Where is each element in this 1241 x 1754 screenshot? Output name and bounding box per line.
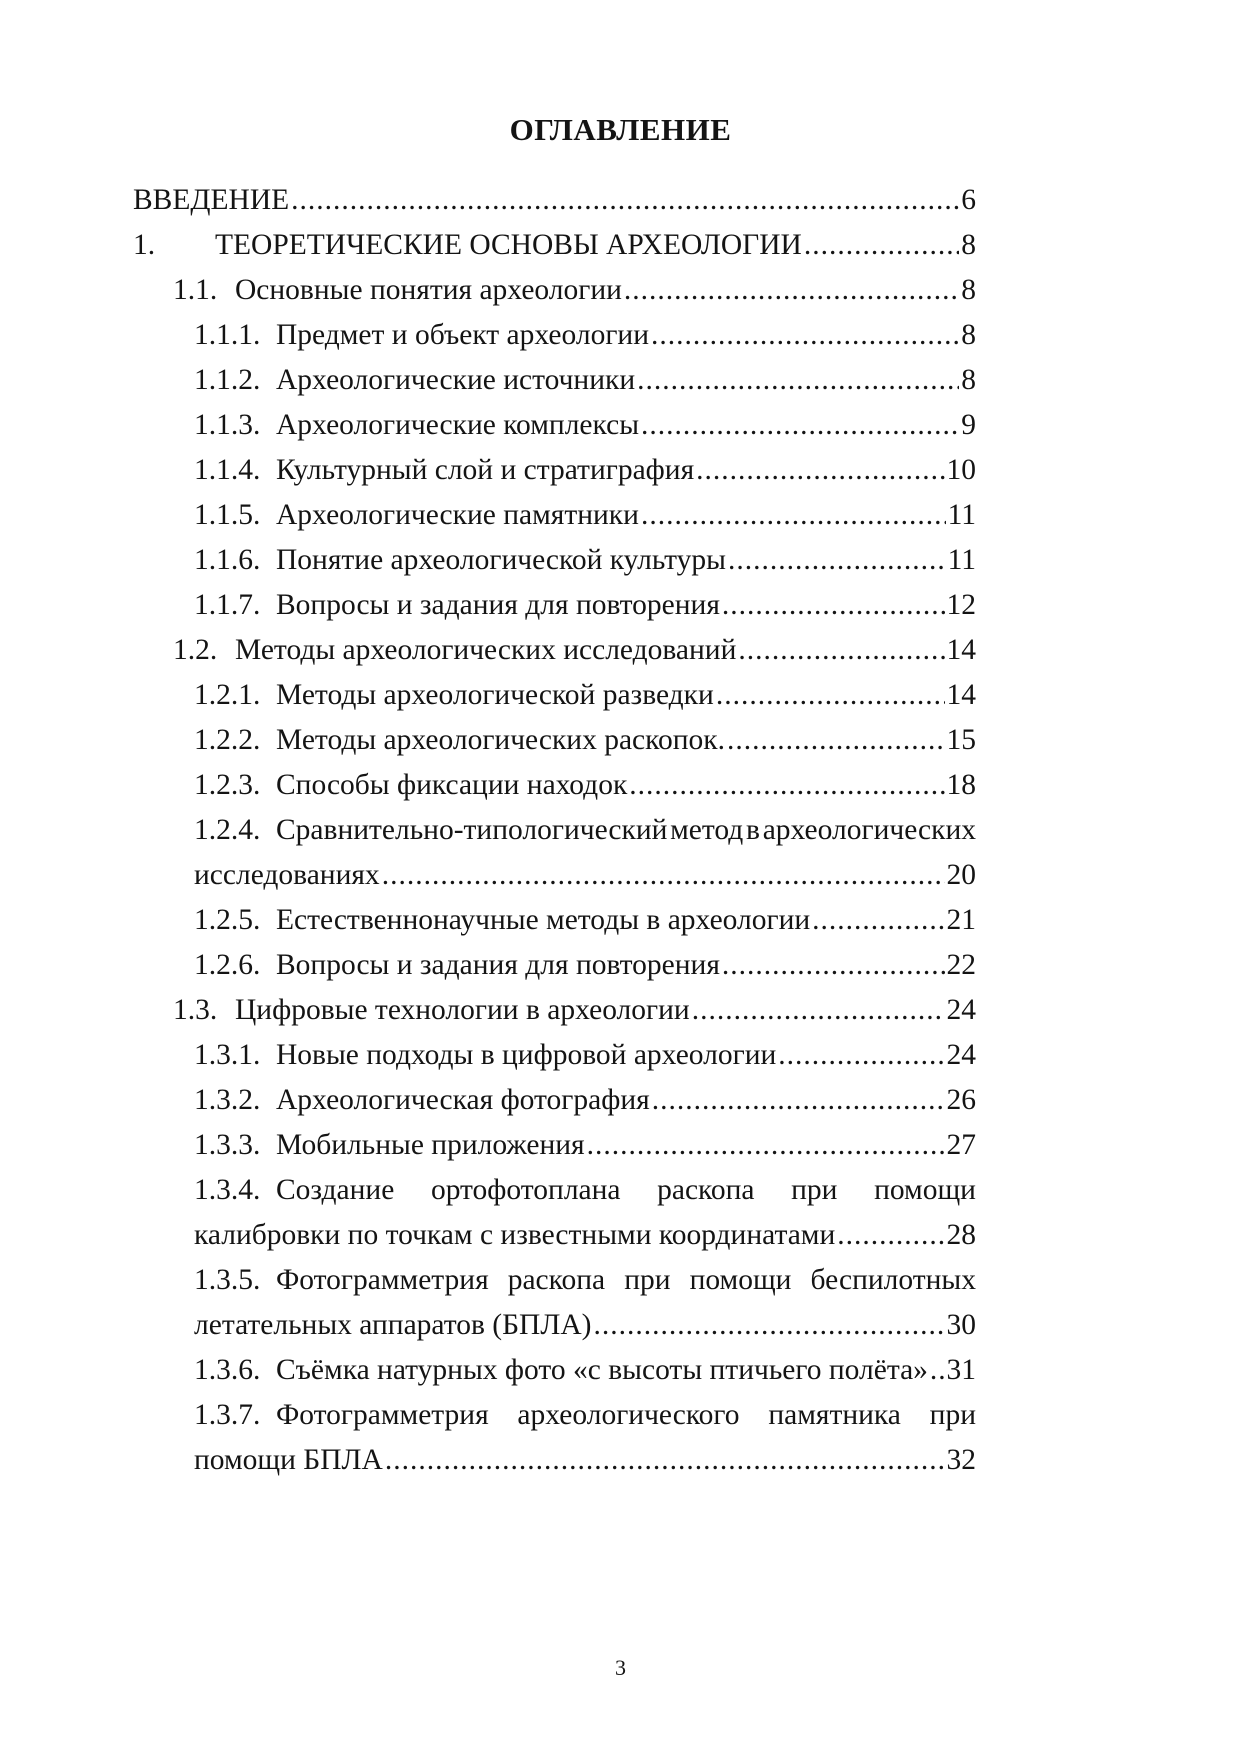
toc-entry-page: 8 [961,364,976,396]
toc-entry-1-2-6[interactable] [194,940,976,990]
toc-entry-number: 1.2.3. [194,769,261,801]
toc-entry-number: 1.2.6. [194,949,261,981]
toc-entry-number: 1.3.6. [194,1354,261,1386]
toc-entry-introduction[interactable] [133,175,976,225]
toc-entry-1-3-2[interactable] [194,1075,976,1125]
toc-entry-1-1-7[interactable] [194,580,976,630]
toc-entry-1-3-4[interactable] [194,1165,976,1215]
leader-dots [641,490,946,540]
leader-dots [587,1120,945,1170]
toc-entry-page: 9 [961,409,976,441]
toc-entry-1-1-2[interactable] [194,355,976,405]
toc-heading: ОГЛАВЛЕНИЕ [509,112,732,147]
toc-entry-page: 11 [947,544,976,576]
leader-dots [382,850,945,900]
toc-entry-1-2-1[interactable] [194,670,976,720]
toc-entry-page: 18 [946,769,976,801]
toc-entry-1-1-1[interactable] [194,310,976,360]
toc-entry-title: Способы фиксации находок [276,769,628,801]
toc-entry-number: 1.3. [173,994,218,1026]
toc-entry-title: Предмет и объект археологии [276,319,649,351]
leader-dots [778,1030,944,1080]
toc-entry-number: 1.1.3. [194,409,261,441]
toc-entry-page: 14 [946,634,976,666]
toc-entry-number: 1.3.3. [194,1129,261,1161]
toc-entry-1-3[interactable] [173,985,976,1035]
toc-entry-title: Методы археологических исследований [235,634,737,666]
toc-entry-title: Понятие археологической культуры [276,544,726,576]
toc-entry-number: 1.2.4. [194,814,261,846]
leader-dots [728,535,946,585]
toc-entry-1-1-6[interactable] [194,535,976,585]
toc-entry-page: 8 [961,319,976,351]
toc-entry-title: ВВЕДЕНИЕ [133,184,290,216]
toc-entry-1-3-7-continuation[interactable] [194,1435,976,1485]
toc-entry-1-2-2[interactable] [194,715,976,765]
toc-entry-title: Вопросы и задания для повторения [276,949,720,981]
toc-entry-page: 32 [946,1444,976,1476]
leader-dots [629,760,944,810]
toc-entry-number: 1.3.7. [194,1399,261,1431]
toc-entry-page: 14 [946,679,976,711]
page-number: 3 [615,1655,626,1680]
toc-entry-title: Археологическая фотография [276,1084,650,1116]
toc-entry-title: Новые подходы в цифровой археологии [276,1039,777,1071]
toc-entry-1-1-4[interactable] [194,445,976,495]
toc-entry-page: 28 [946,1219,976,1251]
leader-dots [722,580,945,630]
toc-entry-title: Естественнонаучные методы в археологии [276,904,811,936]
toc-entry-title: Археологические комплексы [276,409,640,441]
leader-dots [812,895,944,945]
toc-entry-1-3-3[interactable] [194,1120,976,1170]
toc-entry-number: 1.1.4. [194,454,261,486]
leader-dots [727,715,945,765]
toc-entry-1-3-6[interactable] [194,1345,976,1395]
toc-entry-title-line1: Сравнительно-типологический метод в археологических [276,814,976,846]
toc-entry-page: 24 [946,1039,976,1071]
toc-entry-number: 1.2.5. [194,904,261,936]
leader-dots [624,265,959,315]
toc-entry-page: 21 [946,904,976,936]
leader-dots [930,1345,945,1395]
toc-entry-page: 6 [961,184,976,216]
toc-entry-page: 26 [946,1084,976,1116]
toc-entry-title-line1: Фотограмметрия археологического памятника при [276,1399,976,1431]
toc-entry-title: Археологические памятники [276,499,639,531]
leader-dots [738,625,944,675]
toc-entry-1-3-1[interactable] [194,1030,976,1080]
toc-entry-1-1-3[interactable] [194,400,976,450]
toc-entry-page: 30 [946,1309,976,1341]
leader-dots [716,670,945,720]
toc-entry-title: Вопросы и задания для повторения [276,589,720,621]
toc-entry-page: 27 [946,1129,976,1161]
toc-entry-page: 11 [947,499,976,531]
toc-entry-number: 1.2.2. [194,724,261,756]
leader-dots [696,445,944,495]
toc-entry-page: 20 [946,859,976,891]
toc-entry-title: ТЕОРЕТИЧЕСКИЕ ОСНОВЫ АРХЕОЛОГИИ [215,229,802,261]
leader-dots [637,355,959,405]
toc-entry-number: 1.2.1. [194,679,261,711]
toc-entry-1-3-4-continuation[interactable] [194,1210,976,1260]
toc-entry-1-2-4-continuation[interactable] [194,850,976,900]
toc-entry-page: 8 [961,274,976,306]
toc-entry-1-2-3[interactable] [194,760,976,810]
toc-entry-chapter-1[interactable] [133,220,976,270]
toc-entry-1-3-5[interactable] [194,1255,976,1305]
toc-entry-1-1[interactable] [173,265,976,315]
toc-entry-title: Методы археологической разведки [276,679,714,711]
toc-entry-title: Методы археологических раскопок. [276,724,725,756]
toc-entry-page: 12 [946,589,976,621]
toc-entry-1-2[interactable] [173,625,976,675]
toc-entry-title-line1: Создание ортофотоплана раскопа при помощи [276,1174,976,1206]
toc-entry-number: 1.3.4. [194,1174,261,1206]
leader-dots [652,1075,945,1125]
toc-entry-title: Основные понятия археологии [235,274,622,306]
toc-entry-page: 8 [961,229,976,261]
toc-entry-1-3-7[interactable] [194,1390,976,1440]
toc-entry-number: 1.3.1. [194,1039,261,1071]
toc-entry-page: 22 [946,949,976,981]
toc-entry-number: 1.2. [173,634,218,666]
toc-entry-number: 1.1.2. [194,364,261,396]
toc-entry-number: 1.1.7. [194,589,261,621]
leader-dots [641,400,959,450]
leader-dots [291,175,959,225]
leader-dots [804,220,959,270]
toc-entry-number: 1.1. [173,274,218,306]
toc-entry-title: Археологические источники [276,364,636,396]
toc-entry-title: Мобильные приложения [276,1129,585,1161]
toc-entry-number: 1.1.5. [194,499,261,531]
toc-entry-title-line2: исследованиях [194,859,380,891]
leader-dots [692,985,945,1035]
toc-entry-title-line1: Фотограмметрия раскопа при помощи беспилотных [276,1264,976,1296]
toc-entry-title: Съёмка натурных фото «с высоты птичьего полёта» [276,1354,928,1386]
leader-dots [594,1300,945,1350]
toc-entry-page: 31 [946,1354,976,1386]
toc-entry-1-2-4[interactable] [194,805,976,855]
toc-entry-title-line2: калибровки по точкам с известными координатами [194,1219,836,1251]
toc-entry-number: 1. [133,229,156,261]
toc-entry-number: 1.3.5. [194,1264,261,1296]
toc-entry-1-3-5-continuation[interactable] [194,1300,976,1350]
toc-entry-1-1-5[interactable] [194,490,976,540]
leader-dots [837,1210,944,1260]
toc-entry-page: 15 [946,724,976,756]
toc-entry-number: 1.1.1. [194,319,261,351]
toc-entry-page: 24 [946,994,976,1026]
toc-entry-title-line2: помощи БПЛА [194,1444,383,1476]
toc-entry-number: 1.1.6. [194,544,261,576]
toc-entry-page: 10 [946,454,976,486]
leader-dots [651,310,959,360]
toc-entry-title-line2: летательных аппаратов (БПЛА) [194,1309,592,1341]
leader-dots [722,940,945,990]
toc-entry-title: Цифровые технологии в археологии [235,994,690,1026]
toc-entry-number: 1.3.2. [194,1084,261,1116]
toc-entry-title: Культурный слой и стратиграфия [276,454,695,486]
toc-entry-1-2-5[interactable] [194,895,976,945]
leader-dots [385,1435,945,1485]
